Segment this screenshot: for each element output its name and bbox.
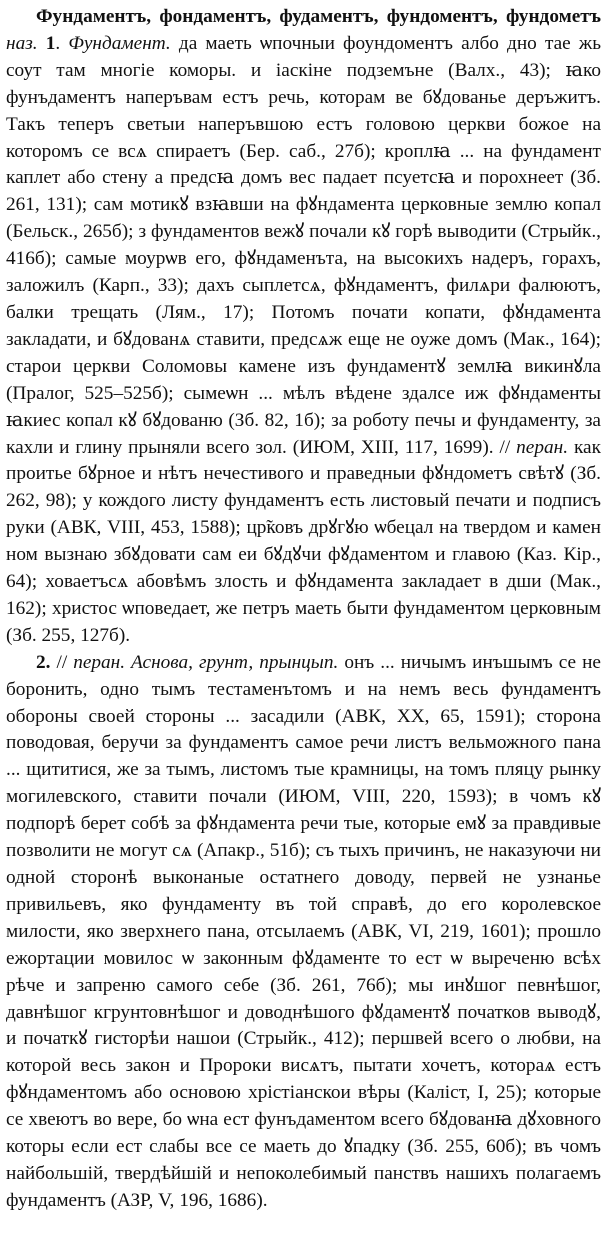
entry-paragraph-sense-2: 2. // перан. Аснова, грунт, прынцып. онъ ... ничымъ инъшымъ се не боронить, одно тымъ тестаменътомъ и на немъ весь фундаментъ обороны своей стороны ... засадили (АВК, XX, 65, 1591); сторона поводовая, беручи за фундаментъ самое речи листъ вельможного пана ... щититися, же за тымъ, листомъ тые крамницы, на томъ пляцу рынку могилевского, ставити почали (ИЮМ, VIII, 220, 1593); в чомъ кꙋ подпорѣ берет собѣ за фꙋндамента речи тые, которые емꙋ за правдивые позволити не могут сѧ (Апакр., 51б); съ тыхъ причинъ, не наказуючи ни одной сторонѣ выконаные остатнего доводу, первей не узнанье привильевъ, яко фундаменту въ той справѣ, до его королевское милости, яко зверхнего пана, отсылаемъ (АВК, VI, 219, 1601); прошло ежортации мовилос ѡ законным фꙋдаменте то ест ѡ выреченю всѣх рѣче и запреню самого себе (Зб. 261, 76б); мы инꙋшог певнѣшог, давнѣшог кгрунтовнѣшог и доводнѣшого фꙋдаментꙋ початков выводꙋ, и початкꙋ гисторѣи нашои (Стрыйк., 412); першвей всего о любви, на которой весь закон и Пророки висѧтъ, пытати хочетъ, котораѧ естъ фꙋндаментомъ або основою хрістіанскои вѣры (Каліст, І, 25); которые се хвеютъ во вере, бо ѡна ест фунъдаментом всего бꙋдованꙗ дꙋховного которы если ест слабы все се маеть до ꙋпадку (Зб. 255, 60б); въ чомъ найбольшій, твердѣйшій и непоколебимый панствъ нашихъ полагаемъ фундаментъ (АЗР, V, 196, 1686).	[6, 651, 601, 1211]
part-of-speech: наз.	[6, 32, 38, 54]
sense-2-label: перан. Аснова, грунт, прынцып.	[73, 651, 339, 673]
figurative-citations: как проитье бꙋрное и нѣтъ нечестивого и праведныи фꙋндометъ свѣтꙋ (Зб. 262, 98); у кождого листу фундаментъ есть листовый печати и подписъ руки (АВК, VIII, 453, 1588); цр̃ковъ дрꙋгꙋю ѡбецал на твердом и камен ном вызнаю збꙋдовати сам еи бꙋдꙋчи фꙋдаментом и главою (Каз. Кір., 64); ховаетъсѧ абовѣмъ злость и фꙋндамента закладает в дши (Мак., 162); христос ѡповедает, же петръ маеть быти фундаментом церковным (Зб. 255, 127б).	[6, 436, 601, 646]
sense-2-citations: онъ ... ничымъ инъшымъ се не боронить, одно тымъ тестаменътомъ и на немъ весь фундаментъ обороны своей стороны ... засадили (АВК, XX, 65, 1591); сторона поводовая, беручи за фундаментъ самое речи листъ вельможного пана ... щититися, же за тымъ, листомъ тые крамницы, на томъ пляцу рынку могилевского, ставити почали (ИЮМ, VIII, 220, 1593); в чомъ кꙋ подпорѣ берет собѣ за фꙋндамента речи тые, которые емꙋ за правдивые позволити не могут сѧ (Апакр., 51б); съ тыхъ причинъ, не наказуючи ни одной сторонѣ выконаные остатнего доводу, первей не узнанье привильевъ, яко фундаменту въ той справѣ, до его королевское милости, яко зверхнего пана, отсылаемъ (АВК, VI, 219, 1601); прошло ежортации мовилос ѡ законным фꙋдаменте то ест ѡ выреченю всѣх рѣче и запреню самого себе (Зб. 261, 76б); мы инꙋшог певнѣшог, давнѣшог кгрунтовнѣшог и доводнѣшого фꙋдаментꙋ початков выводꙋ, и початкꙋ гисторѣи нашои (Стрыйк., 412); першвей всего о любви, на которой весь закон и Пророки висѧтъ, пытати хочетъ, котораѧ естъ фꙋндаментомъ або основою хрістіанскои вѣры (Каліст, І, 25); которые се хвеютъ во вере, бо ѡна ест фунъдаментом всего бꙋдованꙗ дꙋховного которы если ест слабы все се маеть до ꙋпадку (Зб. 255, 60б); въ чомъ найбольшій, твердѣйшій и непоколебимый панствъ нашихъ полагаемъ фундаментъ (АЗР, V, 196, 1686).	[6, 651, 601, 1211]
sense-2-number: 2.	[36, 651, 51, 673]
sense-1-number: 1	[45, 32, 56, 54]
entry-paragraph-sense-1: Фундаментъ, фондаментъ, фудаментъ, фундоментъ, фундометъ наз. 1. Фундамент. да маеть ѡпочныи фоундоментъ албо дно тае жь соут там многіе коморы. и іаскіне подземъне (Валх., 43); ꙗко фунъдаментъ наперъвам естъ речь, которам ве бꙋдованье деръжитъ. Такъ теперъ светыи наперъвшою естъ головою церкви божое на которомъ се всѧ спираетъ (Бер. саб., 27б); кроплꙗ ... на фундамент каплет або стену а предсꙗ домъ вес падает псуетсꙗ и порохнеет (Зб. 261, 131); сам мотикꙋ взꙗвши на фꙋндамента церковные землю копал (Бельск., 265б); з фундаментов вежꙋ почали кꙋ горѣ выводити (Стрыйк., 416б); самые моурѡв его, фꙋндаменъта, на высокихъ надеръ, горахъ, заложилъ (Карп., 33); дахъ сыплетсѧ, фꙋндаментъ, филѧри фалюютъ, балки трещать (Лям., 17); Потомъ почати копати, фꙋндамента закладати, и бꙋдованѧ ставити, предсѧж еще не оуже домъ (Мак., 164); старои церкви Соломовы камене изъ фундаментꙋ землꙗ викинꙋла (Пралог, 525–525б); сымеѡн ... мѣлъ вѣдене здалсе иж фꙋндаменты ꙗкиес копал кꙋ бꙋдованю (Зб. 82, 1б); за роботу печы и фундаменту, за кахли и глину прыняли всего зол. (ИЮМ, XIII, 117, 1699). // перан. как проитье бꙋрное и нѣтъ нечестивого и праведныи фꙋндометъ свѣтꙋ (Зб. 262, 98); у кождого листу фундаментъ есть листовый печати и подписъ руки (АВК, VIII, 453, 1588); цр̃ковъ дрꙋгꙋю ѡбецал на твердом и камен ном вызнаю збꙋдовати сам еи бꙋдꙋчи фꙋдаментом и главою (Каз. Кір., 64); ховаетъсѧ абовѣмъ злость и фꙋндамента закладает в дши (Мак., 162); христос ѡповедает, же петръ маеть быти фундаментом церковным (Зб. 255, 127б).	[6, 6, 601, 646]
sense-1-citations: да маеть ѡпочныи фоундоментъ албо дно тае жь соут там многіе коморы. и іаскіне подземъне (Валх., 43); ꙗко фунъдаментъ наперъвам естъ речь, которам ве бꙋдованье деръжитъ. Такъ теперъ светыи наперъвшою естъ головою церкви божое на которомъ се всѧ спираетъ (Бер. саб., 27б); кроплꙗ ... на фундамент каплет або стену а предсꙗ домъ вес падает псуетсꙗ и порохнеет (Зб. 261, 131); сам мотикꙋ взꙗвши на фꙋндамента церковные землю копал (Бельск., 265б); з фундаментов вежꙋ почали кꙋ горѣ выводити (Стрыйк., 416б); самые моурѡв его, фꙋндаменъта, на высокихъ надеръ, горахъ, заложилъ (Карп., 33); дахъ сыплетсѧ, фꙋндаментъ, филѧри фалюютъ, балки трещать (Лям., 17); Потомъ почати копати, фꙋндамента закладати, и бꙋдованѧ ставити, предсѧж еще не оуже домъ (Мак., 164); старои церкви Соломовы камене изъ фундаментꙋ землꙗ викинꙋла (Пралог, 525–525б); сымеѡн ... мѣлъ вѣдене здалсе иж фꙋндаменты ꙗкиес копал кꙋ бꙋдованю (Зб. 82, 1б); за роботу печы и фундаменту, за кахли и глину прыняли всего зол. (ИЮМ, XIII, 117, 1699).	[6, 32, 601, 458]
figurative-label: перан.	[516, 436, 569, 458]
headword: Фундаментъ, фондаментъ, фудаментъ, фундоментъ, фундометъ	[36, 6, 601, 27]
sense-1-gloss: Фундамент.	[68, 32, 171, 54]
